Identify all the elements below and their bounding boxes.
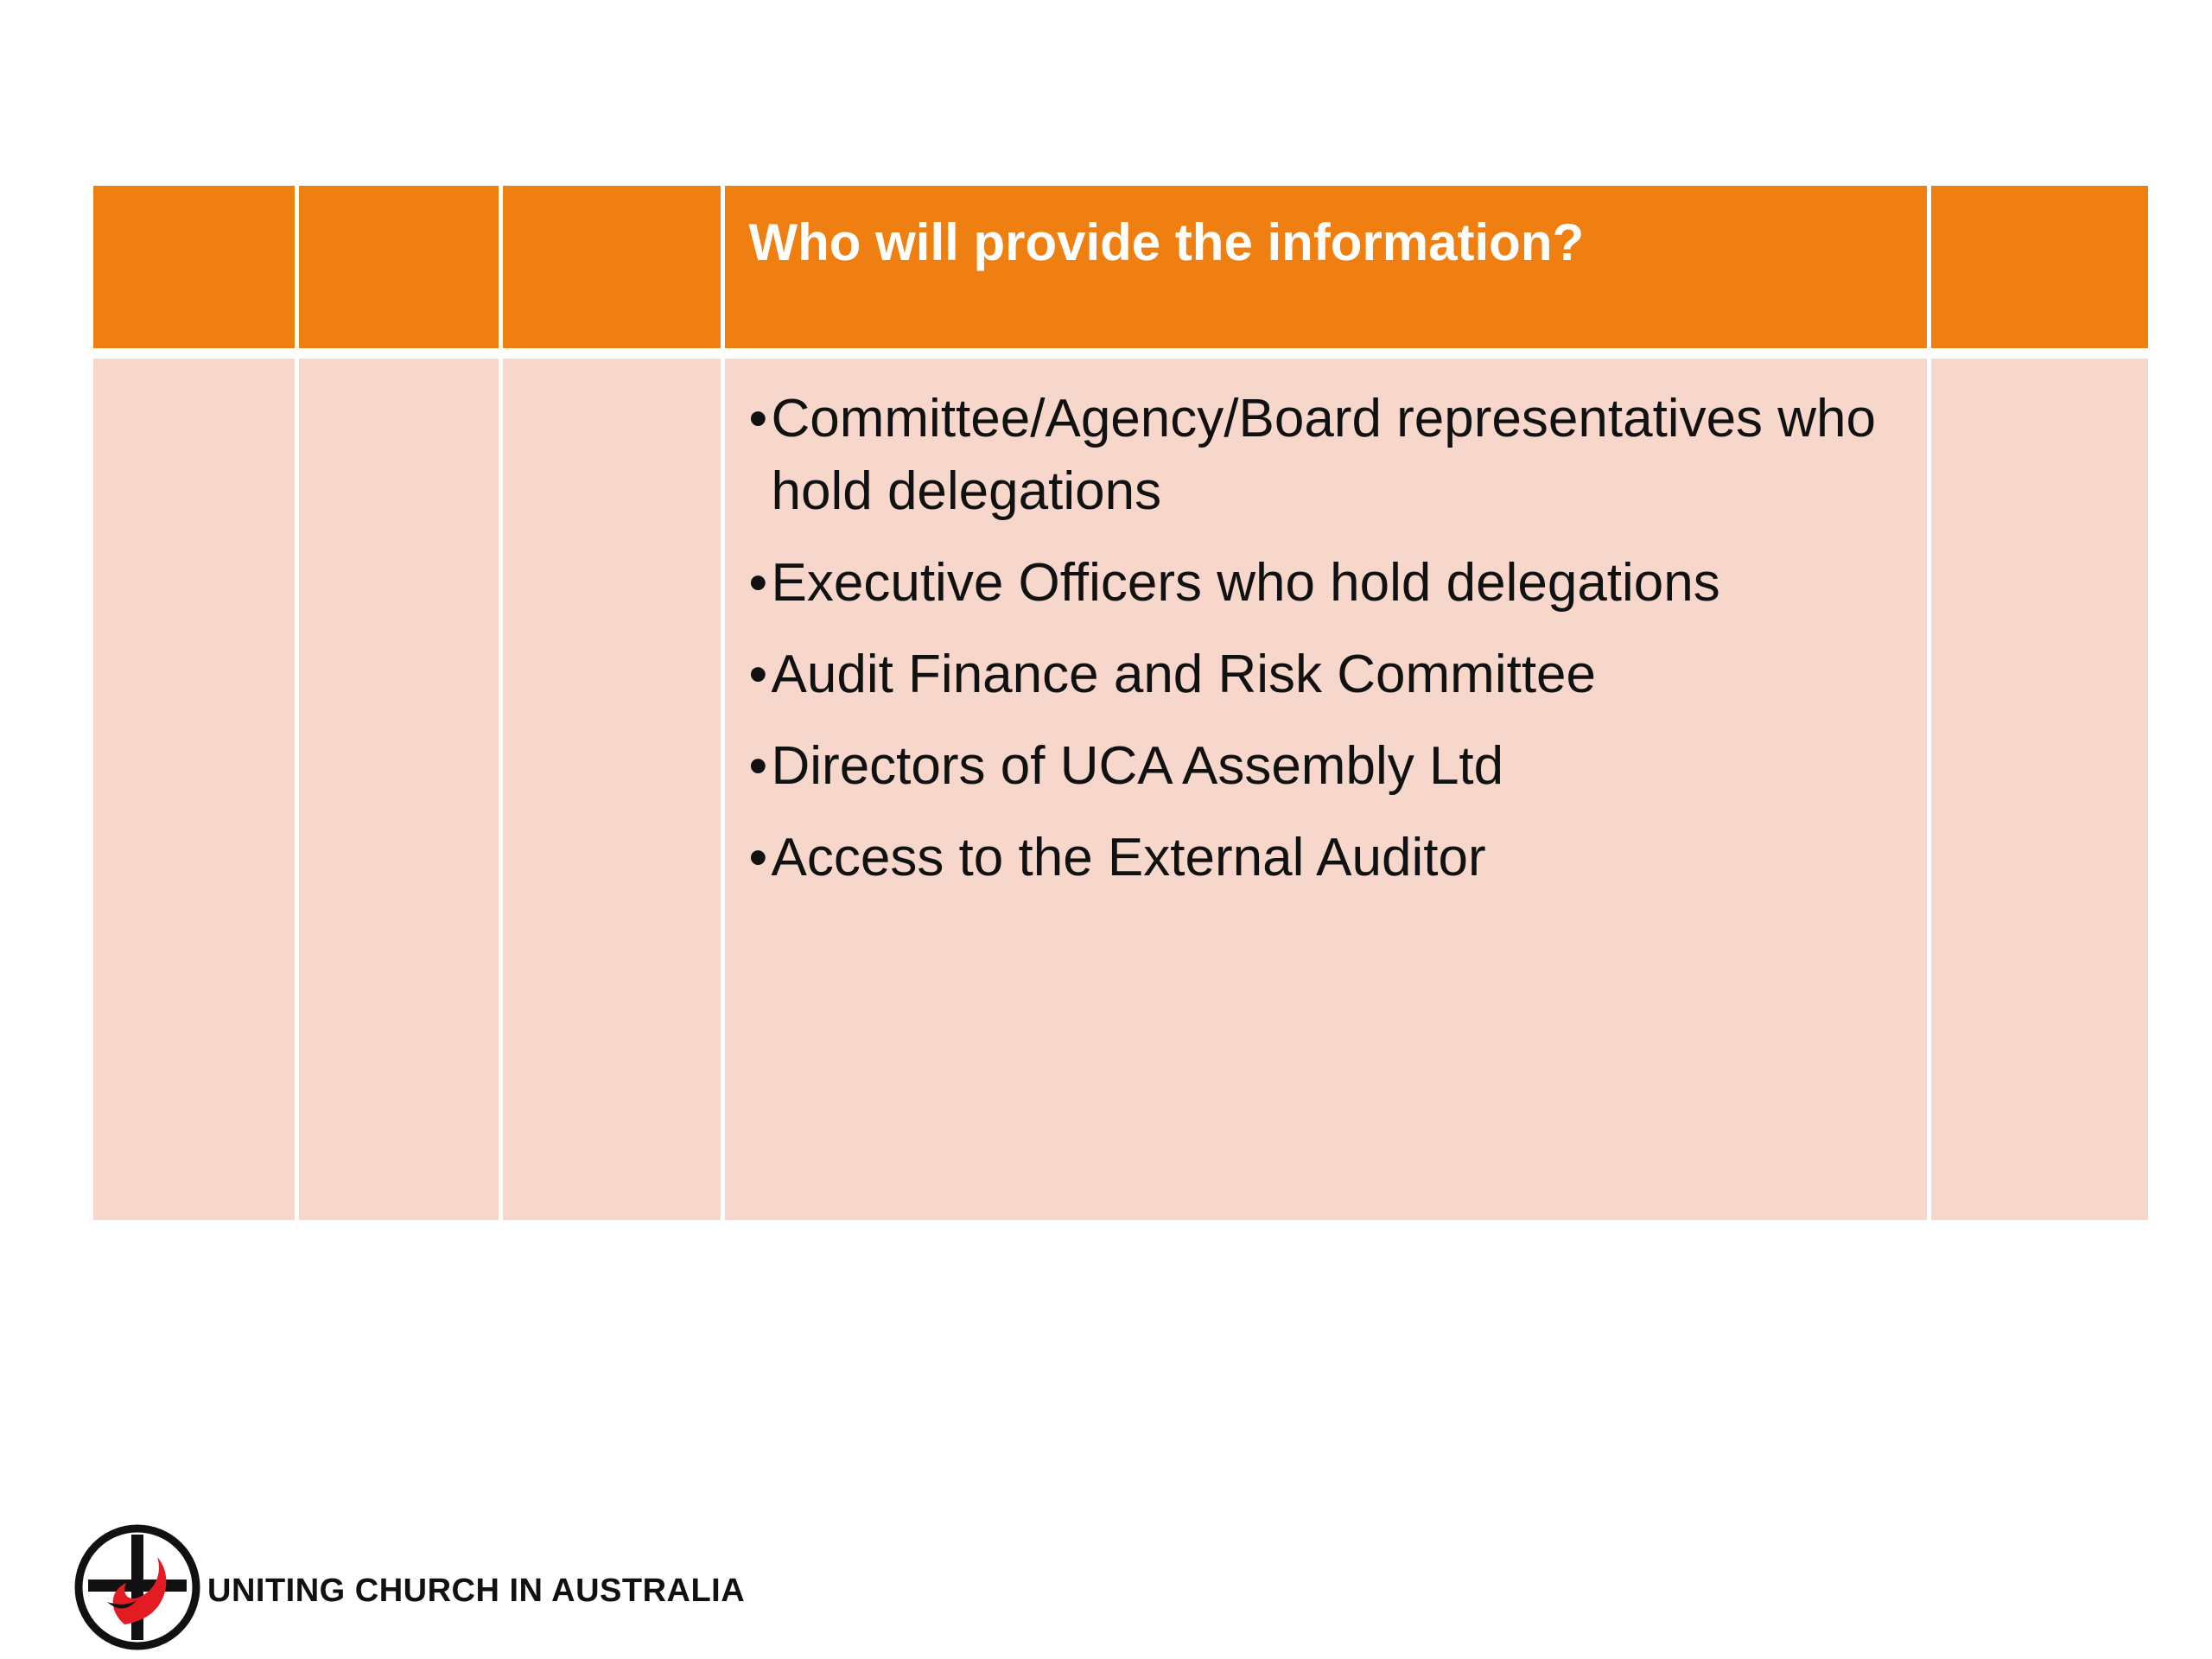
uniting-church-emblem-icon — [73, 1522, 202, 1652]
body-cell-3 — [500, 353, 722, 1220]
header-cell-who-provides — [722, 186, 1929, 353]
provider-list — [725, 359, 1927, 894]
list-item: • Committee/Agency/Board representatives who hold delegations — [749, 383, 1927, 528]
footer-logo — [73, 1522, 745, 1652]
table-header-row — [93, 186, 2148, 353]
header-cell-3 — [500, 186, 722, 353]
list-item: • Audit Finance and Risk Committee — [749, 639, 1927, 711]
list-item: • Directors of UCA Assembly Ltd — [749, 730, 1927, 803]
body-cell-1 — [93, 353, 296, 1220]
body-cell-5 — [1929, 353, 2148, 1220]
list-item: • Executive Officers who hold delegations — [749, 547, 1927, 620]
table-body-row — [93, 353, 2148, 1220]
logo-text: UNITING CHURCH IN AUSTRALIA — [207, 1572, 746, 1609]
header-title: Who will provide the information? — [748, 213, 1585, 271]
body-cell-2 — [296, 353, 500, 1220]
header-cell-1 — [93, 186, 296, 353]
body-cell-providers — [722, 353, 1929, 1220]
header-cell-5 — [1929, 186, 2148, 353]
header-cell-2 — [296, 186, 500, 353]
info-table — [93, 186, 2148, 1220]
list-item: • Access to the External Auditor — [749, 822, 1927, 894]
